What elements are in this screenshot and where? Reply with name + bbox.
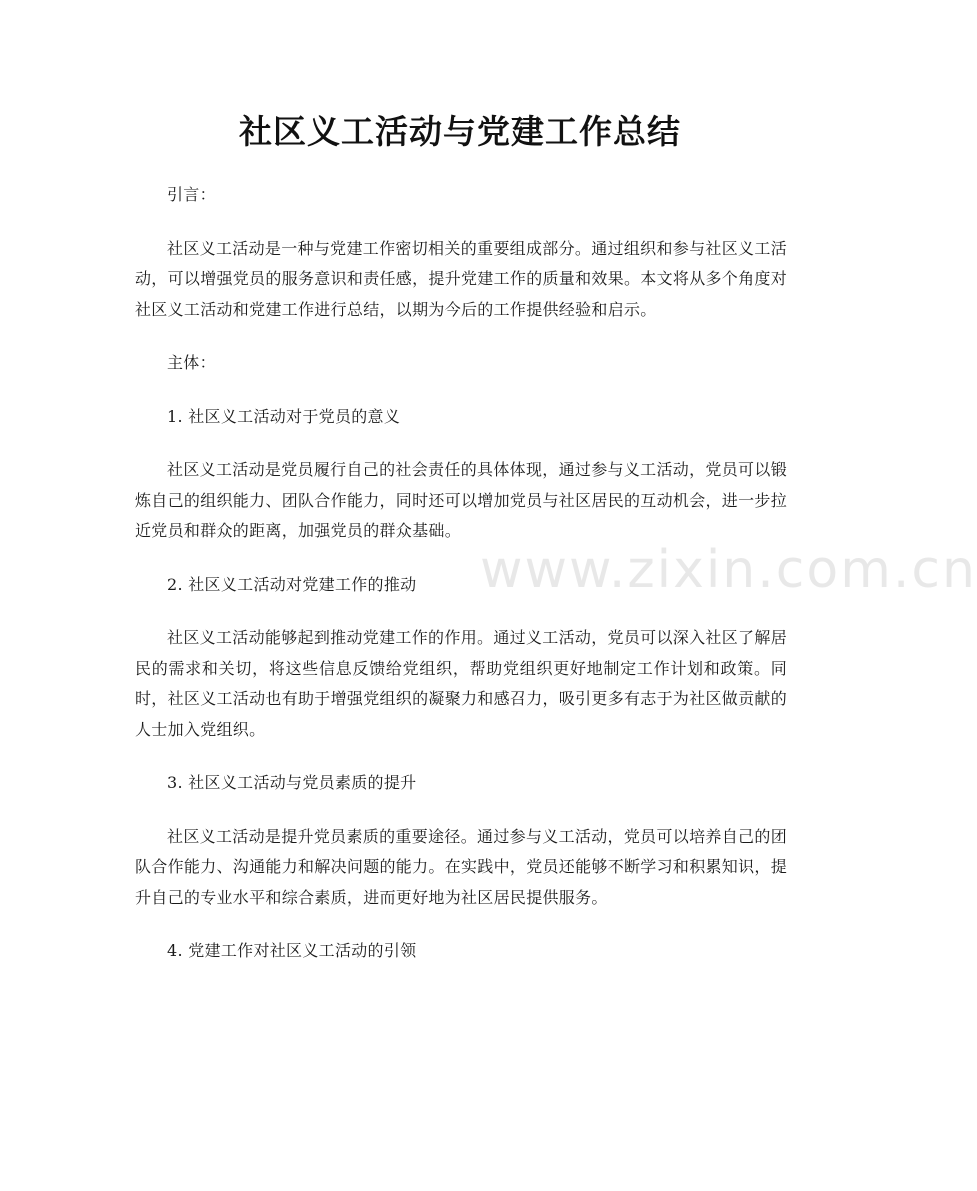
body-heading: 主体： xyxy=(167,353,216,372)
section-1-paragraph: 社区义工活动是党员履行自己的社会责任的具体体现，通过参与义工活动，党员可以锻炼自己的组织能力、团队合作能力，同时还可以增加党员与社区居民的互动机会，进一步拉近党员和群众的距离，加强党员的群众基础。 xyxy=(135,460,788,540)
document-title: 社区义工活动与党建工作总结 xyxy=(239,112,681,151)
section-2-paragraph: 社区义工活动能够起到推动党建工作的作用。通过义工活动，党员可以深入社区了解居民的需求和关切，将这些信息反馈给党组织，帮助党组织更好地制定工作计划和政策。同时，社区义工活动也有助于增强党组织的凝聚力和感召力，吸引更多有志于为社区做贡献的人士加入党组织。 xyxy=(135,628,788,739)
section-2-heading: 2. 社区义工活动对党建工作的推动 xyxy=(167,574,417,594)
section-3-heading: 3. 社区义工活动与党员素质的提升 xyxy=(167,773,417,792)
section-3-paragraph: 社区义工活动是提升党员素质的重要途径。通过参与义工活动，党员可以培养自己的团队合作能力、沟通能力和解决问题的能力。在实践中，党员还能够不断学习和积累知识，提升自己的专业水平和综合素质，进而更好地为社区居民提供服务。 xyxy=(135,826,788,907)
intro-heading: 引言： xyxy=(167,185,216,204)
section-4-heading: 4. 党建工作对社区义工活动的引领 xyxy=(167,941,417,960)
section-1-heading: 1. 社区义工活动对于党员的意义 xyxy=(167,406,401,426)
watermark: www.zixin.com.cn xyxy=(480,540,977,600)
document-body xyxy=(135,180,787,967)
intro-paragraph: 社区义工活动是一种与党建工作密切相关的重要组成部分。通过组织和参与社区义工活动，可以增强党员的服务意识和责任感，提升党建工作的质量和效果。本文将从多个角度对社区义工活动和党建工作进行总结，以期为今后的工作提供经验和启示。 xyxy=(135,238,788,319)
